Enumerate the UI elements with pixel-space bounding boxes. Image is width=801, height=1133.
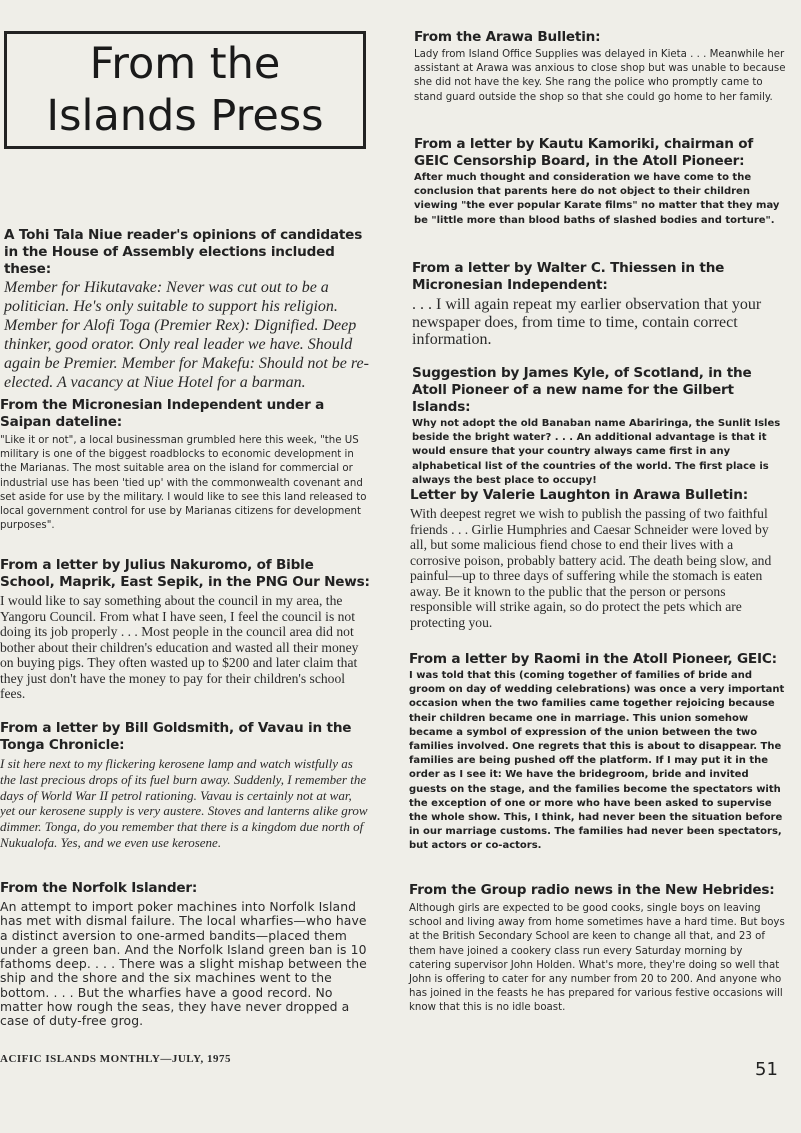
article-body: An attempt to import poker machines into Norfolk Island has met with dismal failure. The local wharfies—who have a distinct aversion to one-armed bandits—placed them under a green ban. And the Norfolk Island green ban is 10 fathoms deep. . . . There was a slight mishap between the ship and the shore and the six machines went to the bottom. . . . But the wharfies have a good record. No matter how rough the seas, they have never dropped a case of duty-free grog. [0, 899, 367, 1029]
article-heading: From a letter by Kautu Kamoriki, chairman of GEIC Censorship Board, in the Atoll Pioneer: [414, 136, 754, 169]
article-heading: From a letter by Bill Goldsmith, of Vavau in the Tonga Chronicle: [0, 720, 352, 753]
article-body: Member for Hikutavake: Never was cut out to be a politician. He's only suitable to support his religion. Member for Alofi Toga (Premier Rex): Dignified. Deep thinker, good orator. Only real leader we have. Should again be Premier. Member for Makefu: Should not be re-elected. A vacancy at Niue Hotel for a barman. [4, 279, 369, 391]
masthead-line-1: From the [89, 39, 281, 89]
article-arawa [414, 29, 789, 105]
page-number: 51 [755, 1059, 778, 1080]
article-body: Why not adopt the old Banaban name Abariringa, the Sunlit Isles beside the bright water? . . . An additional advantage is that it would ensure that your country always came first in any alphabetical list of the countries of the world. The first place is always the best place to occupy! [412, 418, 781, 486]
article-saipan [0, 397, 370, 533]
article-heading: From a letter by Raomi in the Atoll Pioneer, GEIC: [409, 651, 777, 667]
article-heading: From the Norfolk Islander: [0, 880, 198, 896]
article-heading: From the Arawa Bulletin: [414, 29, 601, 45]
article-heading: From the Group radio news in the New Hebrides: [409, 882, 775, 898]
article-nakuromo [0, 557, 370, 702]
article-body: "Like it or not", a local businessman grumbled here this week, "the US military is one of the biggest roadblocks to economic development in the Marianas. The most suitable area on the island for commercial or industrial use has been 'tied up' with the commonwealth covenant and set aside for use by the military. I would like to see this land released to local government control for use by Marianas citizens for development purposes". [0, 435, 367, 532]
article-kamoriki [414, 136, 789, 228]
article-body: Although girls are expected to be good cooks, single boys on leaving school and living away from home sometimes have a hard time. But boys at the British Secondary School are keen to change all that, and 23 of them have joined a cookery class run every Saturday morning by catering supervisor John Holden. What's more, they're doing so well that John is offering to cater for any number from 20 to 200. And anyone who has joined in the feasts he has prepared for various festive occasions will know that this is no idle boast. [409, 903, 785, 1014]
article-kyle [412, 365, 787, 488]
article-goldsmith [0, 720, 370, 851]
article-laughton [410, 487, 785, 630]
article-body: Lady from Island Office Supplies was delayed in Kieta . . . Meanwhile her assistant at Arawa was anxious to close shop but was unable to because she did not have the key. She rang the police who promptly came to stand guard outside the shop so that she could go home to her family. [414, 49, 786, 103]
article-heading: A Tohi Tala Niue reader's opinions of candidates in the House of Assembly elections included these: [4, 227, 363, 277]
article-heading: Letter by Valerie Laughton in Arawa Bulletin: [410, 487, 748, 503]
article-heading: Suggestion by James Kyle, of Scotland, in the Atoll Pioneer of a new name for the Gilbert Islands: [412, 365, 752, 415]
masthead-box [4, 31, 366, 149]
article-body: I was told that this (coming together of families of bride and groom on day of wedding celebrations) was once a very important occasion when the two families came together rejoicing because their children became one in marriage. This union somehow became a symbol of expression of the union between the two families involved. One regrets that this is about to disappear. The families are being pushed off the platform. If I may put it in the order as I see it: We have the bridegroom, bride and invited guests on the stage, and the families become the spectators with the exception of one or more who have been asked to supervise the whole show. This, I think, had never been the situation before in our marriage customs. The families had never been spectators, but actors or co-actors. [409, 670, 785, 852]
article-heading: From the Micronesian Independent under a Saipan dateline: [0, 397, 325, 430]
article-niue [4, 227, 370, 392]
article-heading: From a letter by Julius Nakuromo, of Bible School, Maprik, East Sepik, in the PNG Our News: [0, 557, 370, 590]
article-thiessen [412, 260, 787, 349]
article-body: With deepest regret we wish to publish the passing of two faithful friends . . . Girlie Humphries and Caesar Schneider were loved by all, but some malicious fiend chose to end their lives with a corrosive poison, probably battery acid. The death being slow, and painful—up to three days of suffering while the stomach is eaten away. Be it known to the public that the person or persons responsible will strike again, so do protect the pets which are protecting you. [410, 506, 772, 630]
article-raomi [409, 651, 787, 854]
article-body: . . . I will again repeat my earlier observation that your newspaper does, from time to time, contain correct information. [412, 296, 762, 349]
article-hebrides [409, 882, 787, 1016]
article-body: I sit here next to my flickering kerosene lamp and watch wistfully as the last precious drops of its fuel burn away. Suddenly, I remember the days of World War II petrol rationing. Vavau is certainly not at war, yet our kerosene supply is very austere. Stoves and lanterns alike grow dimmer. Tonga, do you remember that there is a kingdom due north of Nukualofa. Yes, and we even use kerosene. [0, 756, 368, 850]
masthead-line-2: Islands Press [46, 91, 324, 141]
article-heading: From a letter by Walter C. Thiessen in the Micronesian Independent: [412, 260, 725, 293]
article-body: I would like to say something about the council in my area, the Yangoru Council. From what I have seen, I feel the council is not doing its job properly . . . Most people in the council area did not bother about their children's education and wasted all their money on buying pigs. They often wasted up to $200 and later claim that they just don't have the money to pay for their children's school fees. [0, 593, 359, 701]
article-body: After much thought and consideration we have come to the conclusion that parents here do not object to their children viewing "the ever popular Karate films" no matter that they may be "little more than blood baths of slashed bodies and torture". [414, 172, 780, 226]
article-norfolk [0, 880, 370, 1029]
footer-issue: ACIFIC ISLANDS MONTHLY—JULY, 1975 [0, 1053, 232, 1065]
